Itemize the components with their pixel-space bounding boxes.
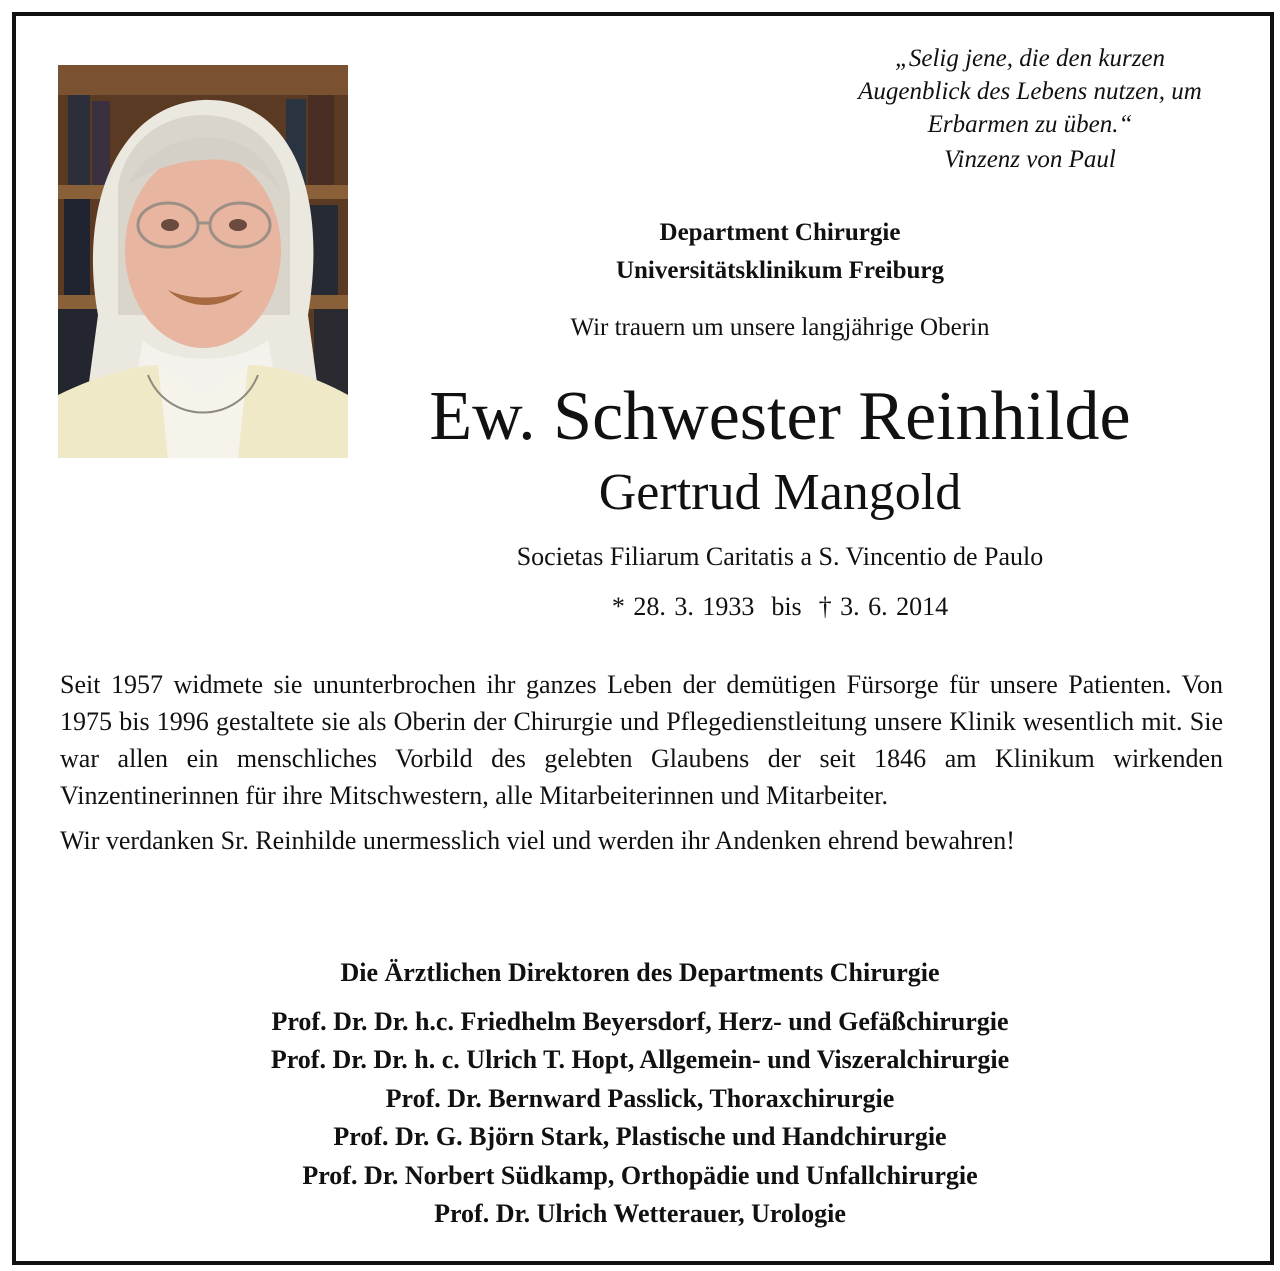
quote-attribution: Vinzenz von Paul <box>944 146 1116 173</box>
signer-name: Prof. Dr. Ulrich Wetterauer, Urologie <box>434 1199 846 1228</box>
signer-name: Prof. Dr. Dr. h. c. Ulrich T. Hopt, Allgemein- und Viszeralchirurgie <box>270 1045 1010 1074</box>
quote-line: Erbarmen zu üben.“ <box>927 111 1133 138</box>
hospital-name: Universitätsklinikum Freiburg <box>615 257 945 284</box>
quote-line: Augenblick des Lebens nutzen, um <box>858 78 1202 105</box>
department-name: Department Chirurgie <box>659 219 901 246</box>
signer-name: Prof. Dr. G. Björn Stark, Plastische und Handchirurgie <box>333 1122 947 1151</box>
life-dates: * 28. 3. 1933 bis † 3. 6. 2014 <box>611 592 949 621</box>
portrait-photo <box>58 65 348 458</box>
signer-name: Prof. Dr. Norbert Südkamp, Orthopädie und Unfallchirurgie <box>302 1160 978 1190</box>
quote-block <box>800 42 1260 176</box>
body-paragraph: Wir verdanken Sr. Reinhilde unermesslich viel und werden ihr Andenken ehrend bewahren! <box>60 826 1015 855</box>
signer-name: Prof. Dr. Dr. h.c. Friedhelm Beyersdorf, Herz- und Gefäßchirurgie <box>271 1006 1009 1036</box>
deceased-civil-name: Gertrud Mangold <box>598 464 962 521</box>
quote-line: „Selig jene, die den kurzen <box>894 45 1166 72</box>
signers-heading: Die Ärztlichen Direktoren des Departments Chirurgie <box>340 958 940 987</box>
signers-block <box>100 954 1180 1234</box>
body-paragraph: Seit 1957 widmete sie ununterbrochen ihr ganzes Leben der demütigen Fürsorge für unsere Patienten. Von 1975 bis 1996 gestaltete sie als Oberin der Chirurgie und Pflegedienstleitung unsere Klinik wesentlich mit. Sie war allen ein menschliches Vorbild des gelebten Glaubens der seit 1846 am Klinikum wirkenden Vinzentinerinnen für ihre Mitschwestern, alle Mitarbeiterinnen und Mitarbeiter. <box>60 670 1223 810</box>
signer-name: Prof. Dr. Bernward Passlick, Thoraxchirurgie <box>385 1083 895 1113</box>
religious-society: Societas Filiarum Caritatis a S. Vincentio de Paulo <box>516 542 1044 571</box>
deceased-religious-name: Ew. Schwester Reinhilde <box>429 378 1131 455</box>
mourning-line: Wir trauern um unsere langjährige Oberin <box>570 314 990 341</box>
obituary-body <box>60 666 1223 859</box>
department-header <box>400 214 1160 290</box>
